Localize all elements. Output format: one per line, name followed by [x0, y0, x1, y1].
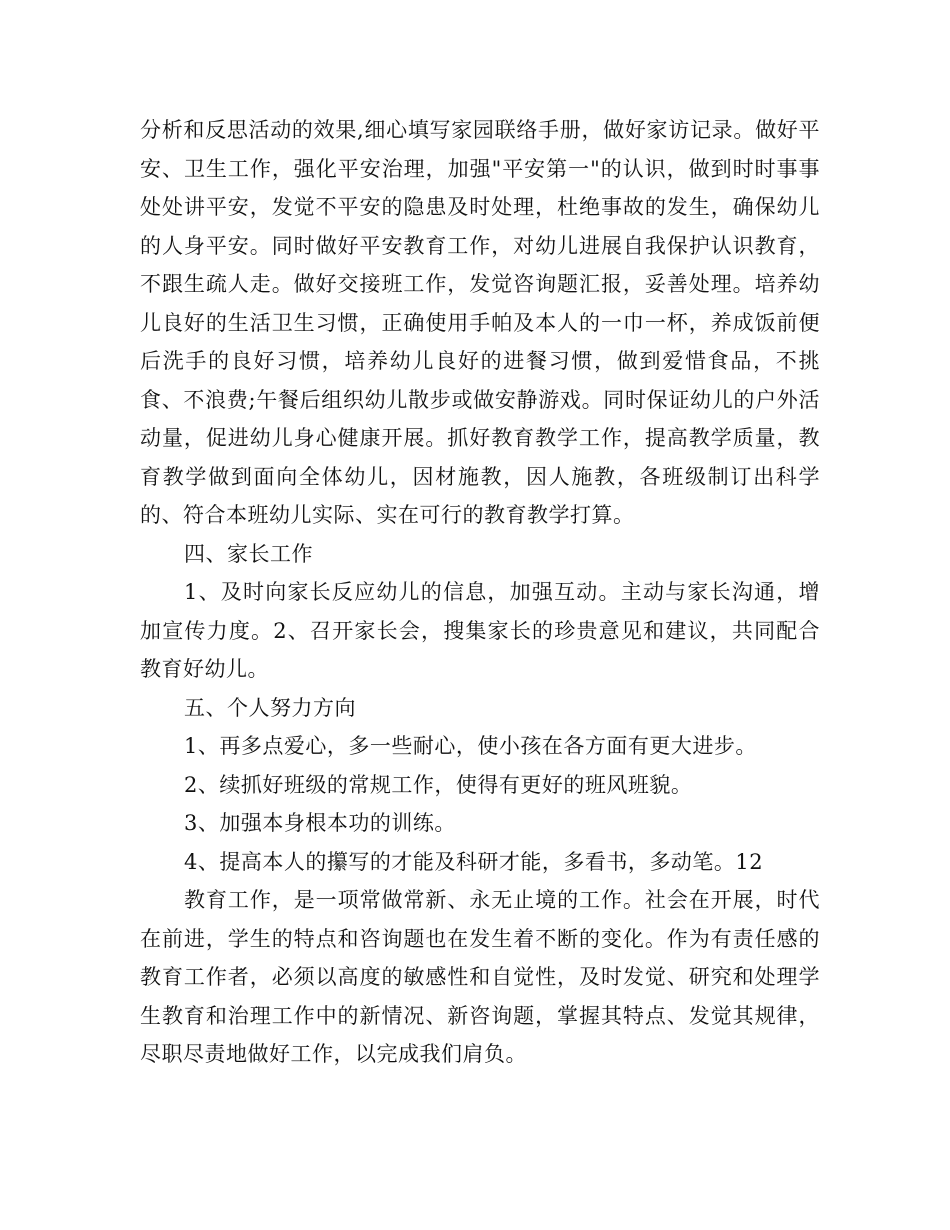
list-item-4: 4、提高本人的攥写的才能及科研才能，多看书，多动笔。12 — [184, 849, 764, 874]
document-body — [140, 111, 820, 1074]
list-item-3: 3、加强本身根本功的训练。 — [184, 811, 456, 835]
paragraph-education-work: 教育工作，是一项常做常新、永无止境的工作。社会在开展，时代在前进，学生的特点和咨询题也在发生着不断的变化。作为有责任感的教育工作者，必须以高度的敏感性和自觉性，及时发觉、研究和处理学生教育和治理工作中的新情况、新咨询题，掌握其特点、发觉其规律，尽职尽责地做好工作，以完成我们肩负。 — [140, 888, 820, 1066]
paragraph-parent-work: 1、及时向家长反应幼儿的信息，加强互动。主动与家长沟通，增加宣传力度。2、召开家长会，搜集家长的珍贵意见和建议，共同配合教育好幼儿。 — [140, 580, 820, 681]
section-heading-personal-direction: 五、个人努力方向 — [184, 695, 356, 720]
list-item-1: 1、再多点爱心，多一些耐心，使小孩在各方面有更大进步。 — [184, 734, 757, 758]
list-item-2: 2、续抓好班级的常规工作，使得有更好的班风班貌。 — [184, 772, 693, 797]
paragraph-continued-safety-hygiene: 分析和反思活动的效果,细心填写家园联络手册，做好家访记录。做好平安、卫生工作，强化平安治理，加强"平安第一"的认识，做到时时事事处处讲平安，发觉不平安的隐患及时处理，杜绝事故的发生，确保幼儿的人身平安。同时做好平安教育工作，对幼儿进展自我保护认识教育，不跟生疏人走。做好交接班工作，发觉咨询题汇报，妥善处理。培养幼儿良好的生活卫生习惯，正确使用手帕及本人的一巾一杯，养成饭前便后洗手的良好习惯，培养幼儿良好的进餐习惯，做到爱惜食品，不挑食、不浪费;午餐后组织幼儿散步或做安静游戏。同时保证幼儿的户外活动量，促进幼儿身心健康开展。抓好教育教学工作，提高教学质量，教育教学做到面向全体幼儿，因材施教，因人施教，各班级制订出科学的、符合本班幼儿实际、实在可行的教育教学打算。 — [140, 118, 820, 527]
section-heading-parent-work: 四、家长工作 — [184, 541, 313, 566]
